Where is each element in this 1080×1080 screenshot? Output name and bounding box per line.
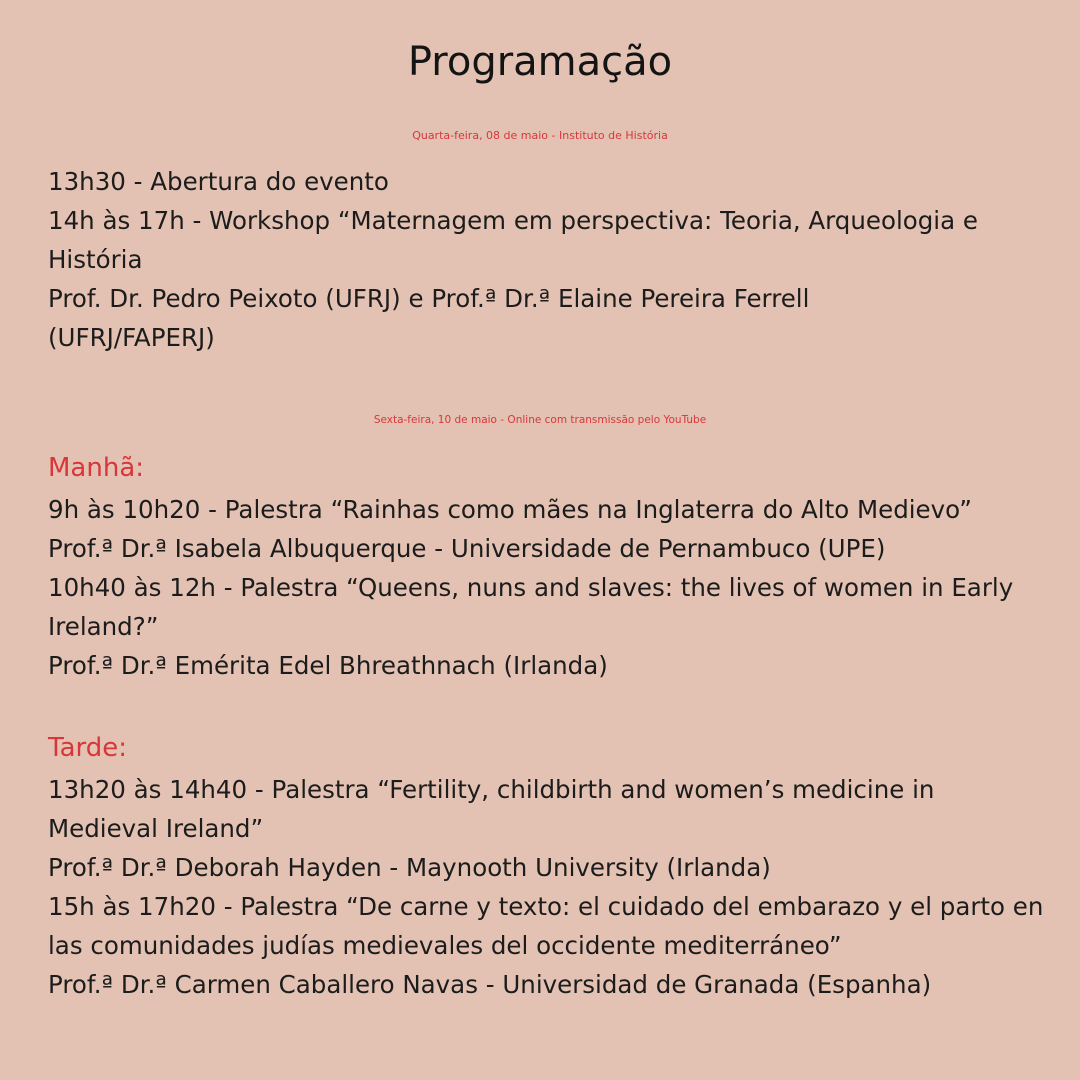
schedule-line: 15h às 17h20 - Palestra “De carne y texto: el cuidado del embarazo y el parto en — [48, 892, 1044, 921]
morning-schedule — [48, 490, 1048, 685]
afternoon-label: Tarde: — [48, 733, 128, 763]
schedule-line: Prof. Dr. Pedro Peixoto (UFRJ) e Prof.ª Dr.ª Elaine Pereira Ferrell — [48, 284, 810, 313]
schedule-line: (UFRJ/FAPERJ) — [48, 323, 215, 352]
schedule-line: Prof.ª Dr.ª Carmen Caballero Navas - Universidad de Granada (Espanha) — [48, 970, 932, 999]
schedule-line: Prof.ª Dr.ª Emérita Edel Bhreathnach (Irlanda) — [48, 651, 608, 680]
schedule-line: Prof.ª Dr.ª Deborah Hayden - Maynooth University (Irlanda) — [48, 853, 771, 882]
schedule-line: 14h às 17h - Workshop “Maternagem em perspectiva: Teoria, Arqueologia e — [48, 206, 978, 235]
day1-schedule — [48, 162, 1048, 357]
schedule-line: Ireland?” — [48, 612, 159, 641]
schedule-line: Medieval Ireland” — [48, 814, 264, 843]
schedule-line: História — [48, 245, 143, 274]
day1-heading: Quarta-feira, 08 de maio - Instituto de História — [412, 129, 668, 142]
schedule-line: 9h às 10h20 - Palestra “Rainhas como mães na Inglaterra do Alto Medievo” — [48, 495, 972, 524]
afternoon-schedule — [48, 770, 1048, 1004]
morning-label: Manhã: — [48, 453, 145, 483]
schedule-line: las comunidades judías medievales del occidente mediterráneo” — [48, 931, 842, 960]
page-title: Programação — [407, 39, 673, 85]
day2-heading: Sexta-feira, 10 de maio - Online com transmissão pelo YouTube — [373, 414, 707, 426]
schedule-line: Prof.ª Dr.ª Isabela Albuquerque - Universidade de Pernambuco (UPE) — [48, 534, 886, 563]
schedule-line: 13h20 às 14h40 - Palestra “Fertility, childbirth and women’s medicine in — [48, 775, 935, 804]
schedule-line: 10h40 às 12h - Palestra “Queens, nuns and slaves: the lives of women in Early — [48, 573, 1014, 602]
schedule-line: 13h30 - Abertura do evento — [48, 167, 389, 196]
